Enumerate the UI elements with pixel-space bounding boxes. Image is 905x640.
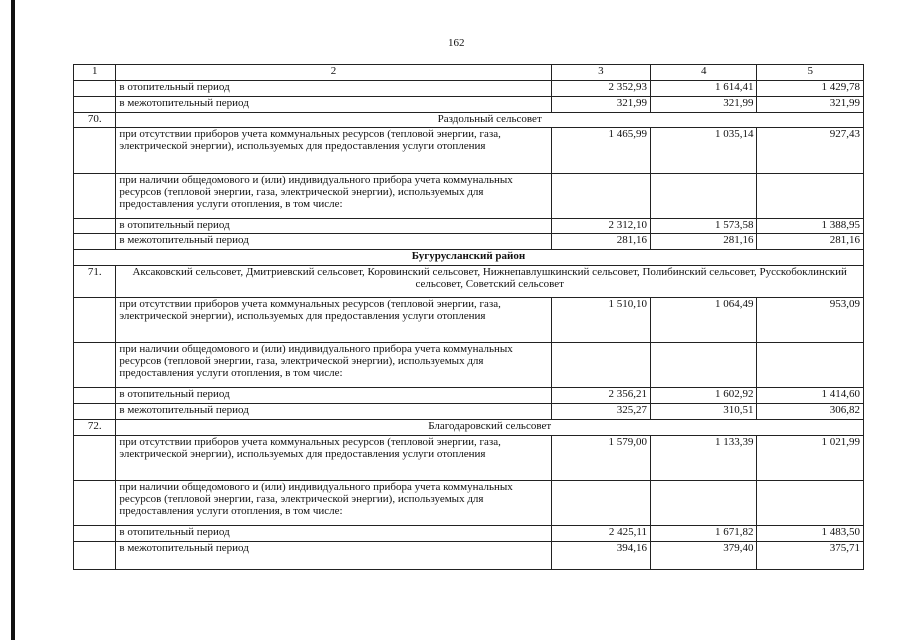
value-col4: 1 133,39	[650, 435, 757, 480]
page-number: 162	[448, 37, 465, 49]
value-col4: 1 064,49	[650, 297, 757, 342]
section-row	[74, 266, 864, 298]
value-col3: 2 312,10	[551, 218, 650, 234]
row-label: в межотопительный период	[116, 403, 551, 419]
section-title: Аксаковский сельсовет, Дмитриевский сельсовет, Коровинский сельсовет, Нижнепавлушкинский сельсовет, Полибинский сельсовет, Русскобоклинский сельсовет, Советский сельсовет	[116, 266, 864, 298]
row-label: при наличии общедомового и (или) индивидуального прибора учета коммунальных ресурсов (тепловой энергии, газа, электрической энергии), используемых для предоставления услуги отопления, в том числе:	[116, 342, 551, 387]
value-col4: 281,16	[650, 234, 757, 250]
section-row	[74, 112, 864, 128]
value-col5: 953,09	[757, 297, 864, 342]
district-row	[74, 250, 864, 266]
table-row	[74, 403, 864, 419]
header-cell: 3	[551, 65, 650, 81]
row-label: в отопительный период	[116, 80, 551, 96]
header-cell: 1	[74, 65, 116, 81]
value-col3: 281,16	[551, 234, 650, 250]
value-col3: 1 510,10	[551, 297, 650, 342]
value-col4	[650, 480, 757, 525]
section-number: 70.	[74, 112, 116, 128]
district-title: Бугурусланский район	[74, 250, 864, 266]
row-label: в отопительный период	[116, 525, 551, 541]
value-col5	[757, 173, 864, 218]
header-cell: 2	[116, 65, 551, 81]
value-col4	[650, 173, 757, 218]
value-col4: 1 602,92	[650, 388, 757, 404]
table-row	[74, 297, 864, 342]
section-number: 72.	[74, 419, 116, 435]
value-col5: 321,99	[757, 96, 864, 112]
table-row	[74, 480, 864, 525]
table-row	[74, 218, 864, 234]
header-cell: 5	[757, 65, 864, 81]
row-number-cell	[74, 297, 116, 342]
scan-edge-bar	[11, 0, 15, 640]
header-cell: 4	[650, 65, 757, 81]
value-col3: 325,27	[551, 403, 650, 419]
value-col4: 1 614,41	[650, 80, 757, 96]
tariff-table	[73, 64, 864, 570]
value-col3	[551, 480, 650, 525]
section-number: 71.	[74, 266, 116, 298]
table-row	[74, 234, 864, 250]
row-number-cell	[74, 342, 116, 387]
table-row	[74, 435, 864, 480]
value-col4: 1 573,58	[650, 218, 757, 234]
value-col3: 2 425,11	[551, 525, 650, 541]
value-col4: 321,99	[650, 96, 757, 112]
value-col3: 321,99	[551, 96, 650, 112]
row-label: при наличии общедомового и (или) индивидуального прибора учета коммунальных ресурсов (тепловой энергии, газа, электрической энергии), используемых для предоставления услуги отопления, в том числе:	[116, 173, 551, 218]
row-number-cell	[74, 403, 116, 419]
table-row	[74, 96, 864, 112]
row-number-cell	[74, 525, 116, 541]
row-number-cell	[74, 218, 116, 234]
row-label: в межотопительный период	[116, 234, 551, 250]
value-col5: 1 429,78	[757, 80, 864, 96]
value-col3	[551, 173, 650, 218]
section-title: Благодаровский сельсовет	[116, 419, 864, 435]
row-number-cell	[74, 388, 116, 404]
row-label: при отсутствии приборов учета коммунальных ресурсов (тепловой энергии, газа, электрической энергии), используемых для предоставления услуги отопления	[116, 297, 551, 342]
table-row	[74, 525, 864, 541]
row-label: при отсутствии приборов учета коммунальных ресурсов (тепловой энергии, газа, электрической энергии), используемых для предоставления услуги отопления	[116, 128, 551, 173]
value-col5: 375,71	[757, 541, 864, 569]
value-col5: 1 483,50	[757, 525, 864, 541]
value-col5: 281,16	[757, 234, 864, 250]
value-col5	[757, 480, 864, 525]
row-label: в отопительный период	[116, 388, 551, 404]
value-col5: 1 021,99	[757, 435, 864, 480]
value-col3: 2 352,93	[551, 80, 650, 96]
row-number-cell	[74, 234, 116, 250]
row-label: в отопительный период	[116, 218, 551, 234]
value-col4: 1 035,14	[650, 128, 757, 173]
value-col4: 379,40	[650, 541, 757, 569]
value-col3	[551, 342, 650, 387]
value-col3: 1 579,00	[551, 435, 650, 480]
row-number-cell	[74, 541, 116, 569]
table-row	[74, 80, 864, 96]
value-col5: 927,43	[757, 128, 864, 173]
row-label: в межотопительный период	[116, 96, 551, 112]
value-col5	[757, 342, 864, 387]
value-col5: 1 414,60	[757, 388, 864, 404]
row-number-cell	[74, 480, 116, 525]
value-col4: 1 671,82	[650, 525, 757, 541]
table-row	[74, 388, 864, 404]
section-title: Раздольный сельсовет	[116, 112, 864, 128]
row-label: при наличии общедомового и (или) индивидуального прибора учета коммунальных ресурсов (тепловой энергии, газа, электрической энергии), используемых для предоставления услуги отопления, в том числе:	[116, 480, 551, 525]
row-label: при отсутствии приборов учета коммунальных ресурсов (тепловой энергии, газа, электрической энергии), используемых для предоставления услуги отопления	[116, 435, 551, 480]
value-col4	[650, 342, 757, 387]
row-number-cell	[74, 128, 116, 173]
value-col3: 394,16	[551, 541, 650, 569]
table-row	[74, 128, 864, 173]
table-header-row	[74, 65, 864, 81]
value-col3: 1 465,99	[551, 128, 650, 173]
value-col3: 2 356,21	[551, 388, 650, 404]
row-number-cell	[74, 435, 116, 480]
value-col5: 1 388,95	[757, 218, 864, 234]
row-number-cell	[74, 96, 116, 112]
row-label: в межотопительный период	[116, 541, 551, 569]
row-number-cell	[74, 80, 116, 96]
row-number-cell	[74, 173, 116, 218]
table-row	[74, 173, 864, 218]
section-row	[74, 419, 864, 435]
table-row	[74, 342, 864, 387]
value-col5: 306,82	[757, 403, 864, 419]
value-col4: 310,51	[650, 403, 757, 419]
table-row	[74, 541, 864, 569]
